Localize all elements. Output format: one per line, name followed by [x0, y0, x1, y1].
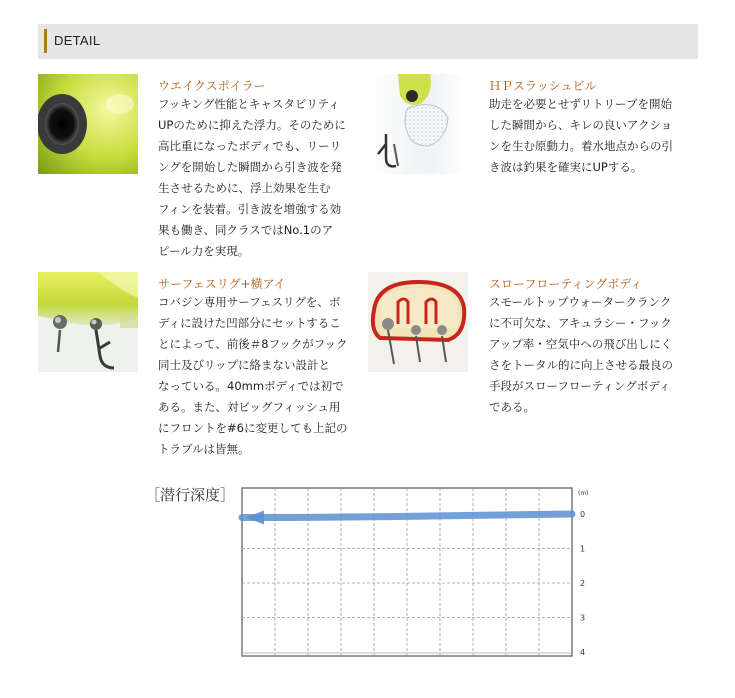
header-accent-bar [44, 29, 47, 53]
feature-line: コバジン専用サーフェスリグを、ボ [158, 295, 341, 309]
feature-line: き波は釣果を確実にUPする。 [489, 160, 643, 174]
feature-line: ングを開始した瞬間から引き波を発 [158, 160, 342, 174]
feature-line: 高比重になったボディでも、リーリ [158, 139, 342, 153]
depth-series-line [242, 514, 572, 518]
feature-line: アップ率・空気中への飛び出しにく [489, 337, 673, 351]
feature-line: ある。また、対ビッグフィッシュ用 [158, 400, 341, 414]
depth-chart [238, 484, 608, 664]
feature-line: トラブルは皆無。 [158, 442, 250, 456]
surface-rig-image [38, 272, 138, 372]
depth-chart-title: ［潜行深度］ [145, 486, 236, 504]
feature-line: ンを生む原動力。着水地点からの引 [489, 139, 673, 153]
slash-bill-image [368, 74, 468, 174]
feature-line: さをトータル的に向上させる最良の [489, 358, 673, 372]
feature-title-slow-floating: スローフローティングボディ [489, 277, 643, 291]
chart-y-tick-label: 1 [580, 544, 586, 554]
feature-line: UPのために抑えた浮力。そのために [158, 118, 346, 132]
feature-line: 助走を必要とせずリトリーブを開始 [489, 97, 672, 111]
chart-y-tick-label: 0 [580, 510, 586, 519]
feature-line: である。 [489, 400, 535, 414]
slow-floating-body-image [368, 272, 468, 372]
feature-title-slash-bill: ＨＰスラッシュビル [489, 79, 597, 93]
feature-line: 果も働き、同クラスではNo.1のア [158, 223, 334, 237]
feature-line: に不可欠な、アキュラシー・フック [489, 316, 672, 330]
feature-line: フィンを装着。引き波を増強する効 [158, 202, 342, 216]
header-title: DETAIL [54, 33, 101, 48]
feature-line: 同士及びリップに絡まない設計と [158, 358, 331, 372]
detail-header [38, 24, 698, 59]
feature-title-wake-spoiler: ウエイクスポイラー [158, 79, 266, 93]
chart-unit-label: (m) [578, 490, 589, 497]
feature-line: ピール力を実現。 [158, 244, 250, 258]
feature-line: なっている。40mmボディでは初で [158, 379, 344, 393]
feature-line: フッキング性能とキャスタビリティ [158, 97, 340, 111]
feature-line: とによって、前後＃8フックがフック [158, 337, 348, 351]
feature-line: 生させるために、浮上効果を生む [158, 181, 331, 195]
feature-line: した瞬間から、キレの良いアクショ [489, 118, 673, 132]
feature-line: スモールトップウォータークランク [489, 295, 672, 309]
feature-title-surface-rig: サーフェスリグ+横アイ [158, 277, 286, 291]
feature-line: にフロントを#6に変更しても上記の [158, 421, 348, 435]
feature-line: 手段がスローフローティングボディ [489, 379, 671, 393]
feature-line: ディに設けた凹部分にセットするこ [158, 316, 341, 330]
chart-y-tick-label: 4 [580, 648, 586, 657]
wake-spoiler-image [38, 74, 138, 174]
chart-y-tick-label: 3 [580, 613, 586, 623]
chart-y-tick-label: 2 [580, 579, 586, 588]
